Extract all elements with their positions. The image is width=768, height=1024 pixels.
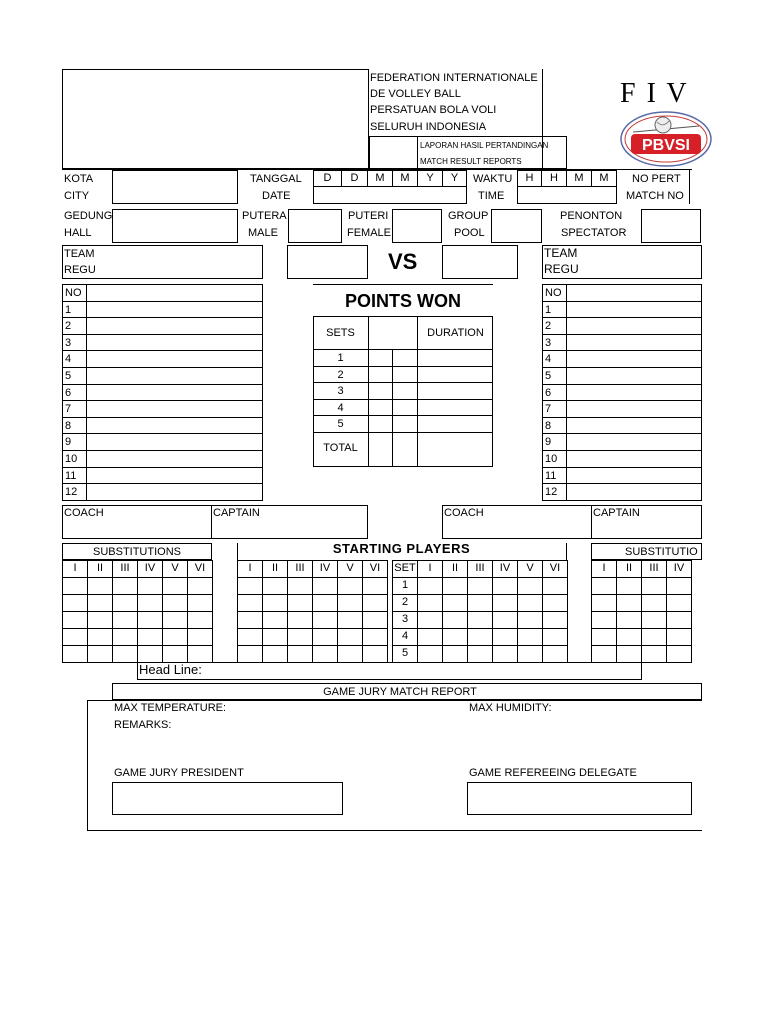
time-cell-h1: H	[517, 170, 542, 187]
hall-label: HALL	[64, 227, 92, 239]
jury-president-signature-field[interactable]	[112, 782, 343, 815]
regu-a-label: REGU	[64, 264, 96, 276]
head-line-label: Head Line:	[139, 662, 202, 677]
roster-b-number: 4	[545, 353, 552, 366]
subs-a-pos-cell[interactable]	[87, 645, 113, 663]
roster-a-row[interactable]	[62, 400, 263, 418]
start-b-pos-cell[interactable]	[492, 594, 518, 612]
subs-a-pos-cell[interactable]	[162, 577, 188, 595]
coach-b-label: COACH	[444, 507, 484, 519]
jury-report-title: GAME JURY MATCH REPORT	[323, 686, 477, 698]
start-b-pos-cell[interactable]	[492, 577, 518, 595]
pbvsi-logo-icon	[619, 110, 713, 168]
start-a-pos-cell[interactable]	[337, 577, 363, 595]
female-label: FEMALE	[347, 227, 392, 239]
subs-a-pos-cell[interactable]	[187, 577, 213, 595]
roster-b-number: 11	[545, 469, 557, 482]
group-label: GROUP	[448, 210, 489, 222]
roster-a-row[interactable]	[62, 367, 263, 385]
start-b-pos-header: III	[467, 560, 493, 578]
roster-b-number: 2	[545, 320, 552, 333]
roster-b-number: 8	[545, 419, 552, 432]
set-column-number: 5	[392, 645, 418, 663]
subs-a-pos-header: I	[62, 560, 88, 578]
roster-a-row[interactable]	[62, 350, 263, 368]
subs-b-pos-cell[interactable]	[666, 577, 692, 595]
male-label: MALE	[248, 227, 278, 239]
subs-b-pos-cell[interactable]	[641, 628, 667, 646]
subs-b-pos-header: II	[616, 560, 642, 578]
female-field[interactable]	[392, 209, 442, 243]
set-number: 5	[337, 418, 344, 431]
start-b-pos-cell[interactable]	[467, 645, 493, 663]
time-cell-m2: M	[591, 170, 617, 187]
header-blank-box	[62, 69, 369, 169]
subs-a-pos-cell[interactable]	[162, 628, 188, 646]
start-a-pos-cell[interactable]	[287, 611, 313, 629]
subs-a-pos-cell[interactable]	[87, 577, 113, 595]
subs-a-pos-cell[interactable]	[187, 594, 213, 612]
start-a-pos-cell[interactable]	[337, 628, 363, 646]
roster-b-number: 7	[545, 403, 552, 416]
subs-a-pos-cell[interactable]	[187, 611, 213, 629]
subs-a-pos-cell[interactable]	[137, 611, 163, 629]
roster-a-number: 12	[65, 486, 78, 499]
start-b-pos-header: V	[517, 560, 543, 578]
start-b-pos-cell[interactable]	[417, 645, 443, 663]
puteri-label: PUTERI	[348, 210, 389, 222]
roster-a-number: 8	[65, 419, 72, 432]
substitutions-a-label: SUBSTITUTIONS	[92, 546, 181, 558]
subs-a-pos-cell[interactable]	[187, 628, 213, 646]
start-a-pos-cell[interactable]	[237, 594, 263, 612]
male-field[interactable]	[288, 209, 342, 243]
captain-a-label: CAPTAIN	[213, 507, 260, 519]
points-row-line	[313, 366, 493, 367]
subs-b-pos-cell[interactable]	[616, 628, 642, 646]
subs-a-pos-cell[interactable]	[187, 645, 213, 663]
roster-b-number: 5	[545, 370, 552, 382]
set-column-number: 2	[392, 594, 418, 612]
vs-label: VS	[388, 249, 418, 274]
total-label: TOTAL	[323, 442, 358, 454]
start-b-pos-cell[interactable]	[442, 577, 468, 595]
start-b-pos-cell[interactable]	[467, 594, 493, 612]
subs-a-pos-cell[interactable]	[112, 645, 138, 663]
subs-a-pos-cell[interactable]	[137, 577, 163, 595]
start-b-pos-cell[interactable]	[467, 628, 493, 646]
subs-a-pos-cell[interactable]	[62, 645, 88, 663]
roster-b-number: 6	[545, 386, 552, 399]
start-b-pos-header: I	[417, 560, 443, 578]
start-a-pos-cell[interactable]	[337, 594, 363, 612]
subs-b-pos-cell[interactable]	[591, 577, 617, 595]
roster-a-no-header: NO	[65, 287, 82, 299]
start-b-pos-cell[interactable]	[517, 577, 543, 595]
subs-a-pos-cell[interactable]	[87, 628, 113, 646]
pool-field[interactable]	[491, 209, 542, 243]
spectator-field[interactable]	[641, 209, 701, 243]
roster-b-number: 3	[545, 336, 552, 349]
start-a-pos-cell[interactable]	[362, 645, 388, 663]
subs-a-pos-cell[interactable]	[112, 594, 138, 612]
head-line-field[interactable]	[137, 662, 642, 680]
points-row-line	[313, 415, 493, 416]
roster-b-no-header: NO	[545, 287, 562, 299]
roster-a-number: 10	[65, 453, 78, 465]
subs-b-pos-cell[interactable]	[591, 594, 617, 612]
set-column-header: SET	[392, 560, 418, 578]
subs-b-pos-cell[interactable]	[666, 628, 692, 646]
waktu-label: WAKTU	[473, 173, 513, 185]
start-b-pos-cell[interactable]	[467, 611, 493, 629]
subs-a-pos-cell[interactable]	[62, 594, 88, 612]
city-label: CITY	[64, 190, 90, 202]
date-cell-m2: M	[392, 170, 418, 187]
date-cell-d2: D	[341, 170, 368, 187]
set-number: 3	[337, 385, 344, 398]
start-a-pos-header: VI	[362, 560, 388, 578]
subs-b-pos-header: I	[591, 560, 617, 578]
start-a-pos-cell[interactable]	[312, 594, 338, 612]
start-a-pos-cell[interactable]	[337, 645, 363, 663]
tanggal-label: TANGGAL	[250, 173, 302, 185]
subs-b-pos-cell[interactable]	[641, 594, 667, 612]
start-b-pos-cell[interactable]	[517, 628, 543, 646]
subs-a-pos-cell[interactable]	[62, 628, 88, 646]
jury-president-label: GAME JURY PRESIDENT	[114, 767, 244, 779]
roster-a-number: 6	[65, 386, 72, 399]
start-a-pos-cell[interactable]	[262, 628, 288, 646]
max-temperature-label: MAX TEMPERATURE:	[114, 702, 227, 714]
gedung-label: GEDUNG	[64, 210, 113, 222]
start-b-pos-cell[interactable]	[492, 628, 518, 646]
subs-b-pos-header: IV	[666, 560, 692, 578]
time-label: TIME	[478, 190, 505, 202]
subs-a-pos-cell[interactable]	[137, 628, 163, 646]
roster-a-row[interactable]	[62, 384, 263, 402]
subs-a-pos-cell[interactable]	[87, 594, 113, 612]
sets-label: SETS	[326, 327, 355, 339]
start-a-pos-header: I	[237, 560, 263, 578]
fiv-title: F I V	[620, 78, 689, 109]
start-b-pos-cell[interactable]	[517, 611, 543, 629]
coach-a-label: COACH	[64, 507, 104, 519]
subs-b-pos-cell[interactable]	[591, 628, 617, 646]
team-b-label: TEAM	[544, 246, 578, 260]
subs-a-pos-cell[interactable]	[137, 594, 163, 612]
roster-b-divider	[566, 284, 567, 500]
roster-a-row[interactable]	[62, 317, 263, 335]
roster-b-number: 9	[545, 436, 552, 449]
report-title-en: MATCH RESULT REPORTS	[420, 157, 522, 166]
start-b-pos-cell[interactable]	[442, 628, 468, 646]
start-a-pos-cell[interactable]	[262, 577, 288, 595]
start-b-pos-cell[interactable]	[542, 611, 568, 629]
roster-a-row[interactable]	[62, 433, 263, 451]
start-b-pos-cell[interactable]	[517, 645, 543, 663]
roster-a-row[interactable]	[62, 467, 263, 485]
logo-text: PBVSI	[641, 137, 691, 154]
start-b-pos-cell[interactable]	[542, 577, 568, 595]
subs-b-pos-cell[interactable]	[641, 645, 667, 663]
kota-label: KOTA	[64, 173, 94, 185]
time-cell-h2: H	[541, 170, 567, 187]
start-a-pos-cell[interactable]	[312, 645, 338, 663]
org-line-2: DE VOLLEY BALL	[370, 88, 461, 100]
time-field[interactable]	[517, 186, 617, 204]
org-line-3: PERSATUAN BOLA VOLI	[370, 104, 497, 116]
roster-a-divider	[86, 284, 87, 500]
pool-label: POOL	[454, 227, 485, 239]
roster-a-row[interactable]	[62, 417, 263, 435]
start-a-pos-cell[interactable]	[287, 577, 313, 595]
captain-b-label: CAPTAIN	[593, 507, 640, 519]
date-field[interactable]	[313, 186, 467, 204]
start-a-pos-cell[interactable]	[312, 577, 338, 595]
roster-a-row[interactable]	[62, 284, 263, 302]
refereeing-delegate-label: GAME REFEREEING DELEGATE	[469, 767, 637, 779]
city-field[interactable]	[112, 170, 238, 204]
penonton-label: PENONTON	[560, 210, 623, 222]
start-a-pos-cell[interactable]	[312, 611, 338, 629]
roster-a-number: 7	[65, 403, 72, 416]
points-row-line	[313, 382, 493, 383]
set-column-number: 4	[392, 628, 418, 646]
roster-b-number: 1	[545, 303, 552, 316]
subs-a-pos-cell[interactable]	[162, 594, 188, 612]
roster-a-number: 3	[65, 336, 72, 349]
roster-a-number: 4	[65, 353, 72, 366]
subs-b-pos-cell[interactable]	[616, 611, 642, 629]
team-b-score-box[interactable]	[442, 245, 518, 279]
subs-a-pos-cell[interactable]	[162, 645, 188, 663]
set-number: 2	[337, 368, 344, 381]
subs-b-pos-header: III	[641, 560, 667, 578]
roster-a-row[interactable]	[62, 483, 263, 501]
subs-a-pos-cell[interactable]	[62, 611, 88, 629]
start-b-pos-cell[interactable]	[417, 594, 443, 612]
points-row-line	[313, 399, 493, 400]
start-b-pos-cell[interactable]	[442, 645, 468, 663]
start-a-pos-cell[interactable]	[362, 611, 388, 629]
start-a-pos-cell[interactable]	[237, 577, 263, 595]
subs-b-pos-cell[interactable]	[616, 645, 642, 663]
subs-a-pos-header: VI	[187, 560, 213, 578]
start-a-pos-header: IV	[312, 560, 338, 578]
report-title-id: LAPORAN HASIL PERTANDINGAN	[420, 141, 549, 150]
start-a-pos-cell[interactable]	[237, 645, 263, 663]
start-b-pos-cell[interactable]	[542, 645, 568, 663]
subs-b-pos-cell[interactable]	[641, 611, 667, 629]
subs-a-pos-cell[interactable]	[112, 611, 138, 629]
roster-b-number: 12	[545, 486, 558, 499]
subs-a-pos-cell[interactable]	[112, 628, 138, 646]
roster-a-number: 1	[65, 303, 72, 316]
subs-a-pos-cell[interactable]	[87, 611, 113, 629]
subs-b-pos-cell[interactable]	[641, 577, 667, 595]
set-column-number: 1	[392, 577, 418, 595]
match-no-label: MATCH NO	[626, 190, 684, 202]
points-header-line	[313, 349, 493, 350]
team-a-score-box[interactable]	[287, 245, 368, 279]
time-cell-m1: M	[566, 170, 592, 187]
points-row-line	[313, 432, 493, 433]
start-b-pos-cell[interactable]	[467, 577, 493, 595]
date-cell-d1: D	[313, 170, 342, 187]
subs-b-pos-cell[interactable]	[616, 577, 642, 595]
subs-a-pos-header: V	[162, 560, 188, 578]
start-a-pos-header: V	[337, 560, 363, 578]
start-a-pos-header: II	[262, 560, 288, 578]
putera-label: PUTERA	[242, 210, 287, 222]
start-a-pos-cell[interactable]	[287, 645, 313, 663]
start-b-pos-cell[interactable]	[417, 577, 443, 595]
subs-b-pos-cell[interactable]	[616, 594, 642, 612]
max-humidity-label: MAX HUMIDITY:	[469, 702, 552, 714]
roster-a-number: 5	[65, 370, 72, 382]
start-b-pos-cell[interactable]	[492, 645, 518, 663]
subs-a-pos-cell[interactable]	[62, 577, 88, 595]
points-won-title: POINTS WON	[345, 291, 461, 311]
start-a-pos-cell[interactable]	[362, 577, 388, 595]
date-label: DATE	[262, 190, 291, 202]
roster-b-number: 10	[545, 453, 558, 465]
refereeing-delegate-signature-field[interactable]	[467, 782, 692, 815]
start-a-pos-cell[interactable]	[262, 645, 288, 663]
no-pert-label: NO PERT	[632, 173, 681, 185]
start-a-pos-cell[interactable]	[287, 628, 313, 646]
subs-b-pos-cell[interactable]	[666, 611, 692, 629]
start-b-pos-cell[interactable]	[517, 594, 543, 612]
subs-b-pos-cell[interactable]	[591, 611, 617, 629]
remarks-label: REMARKS:	[114, 719, 172, 731]
team-a-label: TEAM	[64, 248, 95, 260]
roster-a-row[interactable]	[62, 301, 263, 319]
roster-a-row[interactable]	[62, 450, 263, 468]
set-number: 1	[337, 352, 344, 364]
start-a-pos-cell[interactable]	[262, 594, 288, 612]
subs-a-pos-cell[interactable]	[112, 577, 138, 595]
start-a-pos-cell[interactable]	[337, 611, 363, 629]
start-b-pos-header: VI	[542, 560, 568, 578]
roster-a-row[interactable]	[62, 334, 263, 352]
subs-b-pos-cell[interactable]	[666, 645, 692, 663]
starting-players-title: STARTING PLAYERS	[332, 541, 471, 556]
start-a-pos-cell[interactable]	[362, 594, 388, 612]
start-b-pos-cell[interactable]	[442, 611, 468, 629]
subs-b-pos-cell[interactable]	[591, 645, 617, 663]
subs-a-pos-header: IV	[137, 560, 163, 578]
start-b-pos-cell[interactable]	[542, 594, 568, 612]
substitutions-b-label: SUBSTITUTIO	[625, 546, 698, 558]
start-b-pos-header: IV	[492, 560, 518, 578]
date-cell-m1: M	[367, 170, 393, 187]
date-cell-y1: Y	[417, 170, 443, 187]
hall-field[interactable]	[112, 209, 238, 243]
org-line-4: SELURUH INDONESIA	[370, 121, 487, 133]
date-cell-y2: Y	[442, 170, 467, 187]
start-a-pos-cell[interactable]	[362, 628, 388, 646]
org-line-1: FEDERATION INTERNATIONALE	[370, 72, 538, 84]
duration-label: DURATION	[427, 327, 484, 339]
roster-a-number: 11	[65, 469, 77, 482]
start-a-pos-cell[interactable]	[312, 628, 338, 646]
start-a-pos-cell[interactable]	[237, 611, 263, 629]
subs-a-pos-header: III	[112, 560, 138, 578]
subs-a-pos-cell[interactable]	[162, 611, 188, 629]
roster-a-number: 2	[65, 320, 72, 333]
set-column-number: 3	[392, 611, 418, 629]
start-b-pos-cell[interactable]	[442, 594, 468, 612]
start-b-pos-cell[interactable]	[417, 628, 443, 646]
regu-b-label: REGU	[544, 262, 579, 276]
subs-a-pos-cell[interactable]	[137, 645, 163, 663]
set-number: 4	[337, 401, 344, 414]
start-a-pos-header: III	[287, 560, 313, 578]
start-b-pos-header: II	[442, 560, 468, 578]
start-a-pos-cell[interactable]	[237, 628, 263, 646]
start-a-pos-cell[interactable]	[262, 611, 288, 629]
subs-b-pos-cell[interactable]	[666, 594, 692, 612]
start-b-pos-cell[interactable]	[417, 611, 443, 629]
subs-a-pos-header: II	[87, 560, 113, 578]
roster-a-number: 9	[65, 436, 72, 449]
start-b-pos-cell[interactable]	[492, 611, 518, 629]
spectator-label: SPECTATOR	[561, 227, 627, 239]
start-b-pos-cell[interactable]	[542, 628, 568, 646]
start-a-pos-cell[interactable]	[287, 594, 313, 612]
